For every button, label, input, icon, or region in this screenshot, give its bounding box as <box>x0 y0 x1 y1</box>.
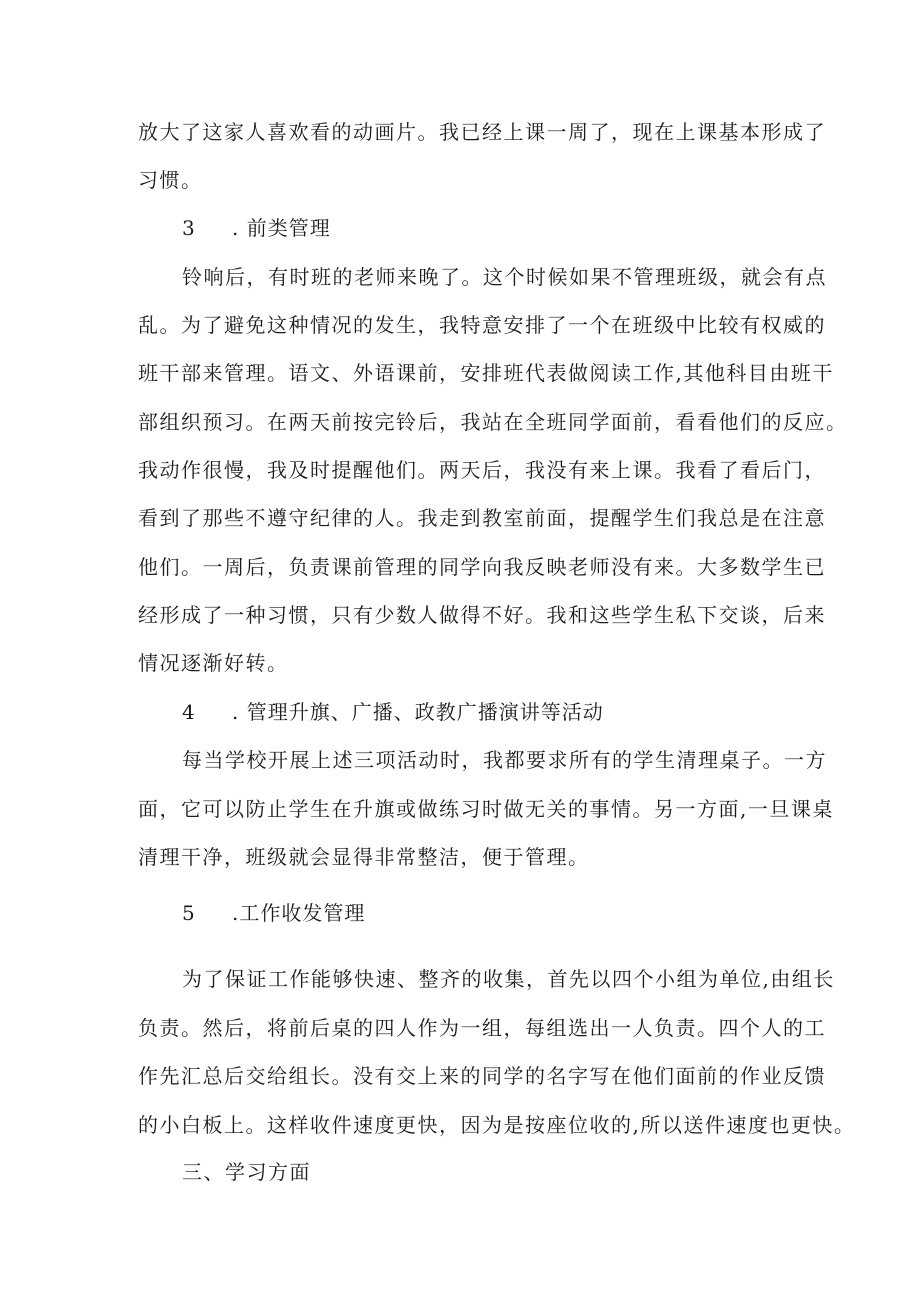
paragraph-line: 乱。为了避免这种情况的发生，我特意安排了一个在班级中比较有权威的 <box>138 313 826 337</box>
heading-text: . 管理升旗、广播、政教广播演讲等活动 <box>232 700 604 724</box>
paragraph-line: 习惯。 <box>138 168 203 192</box>
paragraph-line: 面，它可以防止学生在升旗或做练习时做无关的事情。另一方面,一旦课桌 <box>138 797 834 821</box>
paragraph-line: 清理干净，班级就会显得非常整洁，便于管理。 <box>138 845 590 869</box>
paragraph-line: 放大了这家人喜欢看的动画片。我已经上课一周了，现在上课基本形成了 <box>138 120 826 144</box>
paragraph-line: 铃响后，有时班的老师来晚了。这个时候如果不管理班级，就会有点 <box>182 265 827 289</box>
paragraph-line: 部组织预习。在两天前按完铃后，我站在全班同学面前，看看他们的反应。 <box>138 410 848 434</box>
paragraph-line: 每当学校开展上述三项活动时，我都要求所有的学生清理桌子。一方 <box>182 748 827 772</box>
paragraph-line: 他们。一周后，负责课前管理的同学向我反映老师没有来。大多数学生已 <box>138 555 826 579</box>
paragraph-line: 负责。然后，将前后桌的四人作为一组，每组选出一人负责。四个人的工 <box>138 1016 826 1040</box>
heading-number: 5 <box>182 901 196 925</box>
paragraph-line: 为了保证工作能够快速、整齐的收集，首先以四个小组为单位,由组长 <box>182 967 835 991</box>
paragraph-line: 情况逐渐好转。 <box>138 651 289 675</box>
paragraph-line: 我动作很慢，我及时提醒他们。两天后，我没有来上课。我看了看后门， <box>138 458 826 482</box>
heading-number: 4 <box>182 700 196 724</box>
paragraph-line: 经形成了一种习惯，只有少数人做得不好。我和这些学生私下交谈，后来 <box>138 603 826 627</box>
section-heading-5 <box>182 901 365 925</box>
paragraph-line: 的小白板上。这样收件速度更快，因为是按座位收的,所以送件速度也更快。 <box>138 1113 856 1137</box>
heading-number: 3 <box>182 216 196 240</box>
heading-text: . 前类管理 <box>232 216 331 240</box>
heading-text: .工作收发管理 <box>232 901 366 925</box>
section-heading-4 <box>182 700 604 724</box>
paragraph-line: 班干部来管理。语文、外语课前，安排班代表做阅读工作,其他科目由班干 <box>138 361 834 385</box>
section-title: 三、学习方面 <box>182 1160 311 1184</box>
section-heading-3 <box>182 216 331 240</box>
paragraph-line: 看到了那些不遵守纪律的人。我走到教室前面，提醒学生们我总是在注意 <box>138 506 826 530</box>
paragraph-line: 作先汇总后交给组长。没有交上来的同学的名字写在他们面前的作业反馈 <box>138 1064 826 1088</box>
